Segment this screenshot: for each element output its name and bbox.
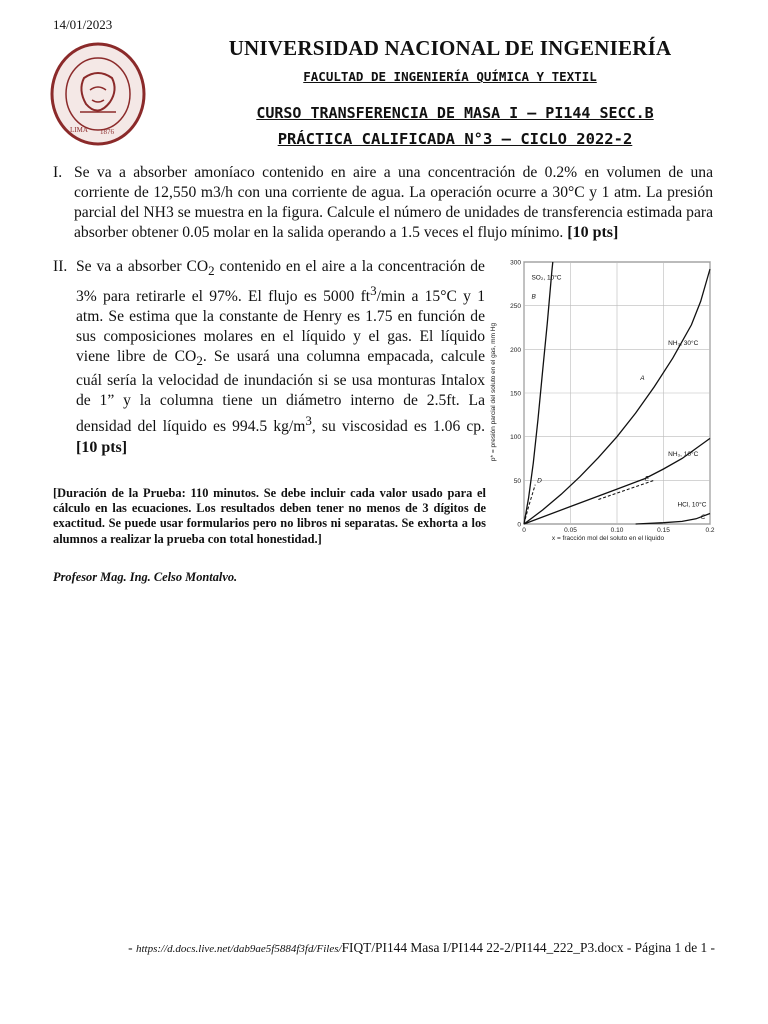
series-line <box>636 514 710 525</box>
question-2-text-a: Se va a absorber CO <box>76 258 209 275</box>
question-2-points: [10 pts] <box>76 438 128 456</box>
svg-text:1876: 1876 <box>100 128 114 136</box>
chart-xlabel: x = fracción mol del soluto en el líquido <box>551 535 665 542</box>
footer-prefix: - <box>128 940 136 955</box>
x-tick-label: 0 <box>522 527 526 534</box>
question-2-text-d: . Se usará una columna empacada, calcule cuál sería la velocidad de inundación si se usa monturas Intalox de 1” y la columna tiene un diámetro interno de 2.5ft. La densidad del líquido es 994.5 kg/m <box>76 348 485 436</box>
question-1 <box>53 163 713 243</box>
y-tick-label: 200 <box>510 346 521 354</box>
exam-instructions: [Duración de la Prueba: 110 minutos. Se debe incluir cada valor usado para el cálculo en las ecuaciones. Los resultados deben tener no menos de 3 dígitos de exactitud. Se puede usar formularios pero no libros ni separatas. Se exhorta a los alumnos a realizar la prueba con total honestidad.] <box>53 486 486 546</box>
series-letter-label: A <box>640 374 645 382</box>
footer <box>40 938 715 959</box>
chart-ylabel: p* = presión parcial del soluto en el gas, mm Hg <box>490 322 497 462</box>
footer-path: FIQT/PI144 Masa I/PI144 22-2/PI144_222_P3.docx - Página 1 de 1 - <box>341 940 715 955</box>
y-tick-label: 100 <box>510 434 521 442</box>
series-letter-label: E <box>644 475 650 483</box>
question-1-points: [10 pts] <box>567 224 619 241</box>
series-letter-label: C <box>700 513 706 521</box>
exam-title: PRÁCTICA CALIFICADA N°3 – CICLO 2022-2 <box>277 130 633 148</box>
series-name-label: NH₃, 30°C <box>668 339 699 347</box>
footer-url: https://d.docs.live.net/dab9ae5f5884f3fd/Files/ <box>135 943 342 955</box>
x-tick-label: 0.05 <box>564 527 577 534</box>
question-2-text-e: , su viscosidad es 1.06 cp. <box>311 418 485 436</box>
professor-name: Profesor Mag. Ing. Celso Montalvo. <box>53 570 238 584</box>
equilibrium-chart <box>486 252 718 550</box>
university-seal-logo <box>50 42 146 146</box>
svg-text:LIMA: LIMA <box>70 126 88 134</box>
question-2-sub-a: 2 <box>208 263 215 279</box>
question-1-number: I. <box>53 164 63 181</box>
question-2-sup-d: 3 <box>305 413 312 429</box>
y-tick-label: 50 <box>513 477 521 485</box>
series-name-label: SO₂, 10°C <box>531 274 562 282</box>
dashed-series-line <box>598 480 654 499</box>
date: 14/01/2023 <box>53 17 113 32</box>
series-letter-label: B <box>531 293 536 301</box>
university-title: UNIVERSIDAD NACIONAL DE INGENIERÍA <box>228 36 672 60</box>
y-tick-label: 300 <box>510 259 521 267</box>
chart-grid <box>524 262 710 524</box>
chart-ticks <box>510 260 715 535</box>
question-2-number: II. <box>53 258 68 275</box>
question-2 <box>53 257 485 458</box>
question-1-text: Se va a absorber amoníaco contenido en aire a una concentración de 0.2% en volumen de una corriente de 12,550 m3/h con una corriente de agua. La operación ocurre a 30°C y 1 atm. La presión parcial del NH3 se muestra en la figura. Calcule el número de unidades de transferencia estimada para absorber obtener 0.05 molar en la salida operando a 1.5 veces el flujo mínimo. <box>74 164 713 241</box>
course-title: CURSO TRANSFERENCIA DE MASA I – PI144 SECC.B <box>256 104 654 122</box>
question-2-sub-c: 2 <box>196 353 203 369</box>
series-name-label: NH₃, 10°C <box>668 450 699 458</box>
y-tick-label: 150 <box>510 390 521 398</box>
question-2-text-c: /min a 15°C y 1 atm. Se estima que la constante de Henry es 1.75 en función de sus composiciones molares en el líquido y el gas. El líquido viene libre de CO <box>76 288 485 366</box>
faculty-subtitle: FACULTAD DE INGENIERÍA QUÍMICA Y TEXTIL <box>303 69 597 84</box>
series-letter-label: D <box>537 477 542 485</box>
x-tick-label: 0.10 <box>610 527 624 534</box>
y-tick-label: 0 <box>517 521 521 529</box>
x-tick-label: 0.2 <box>705 527 715 534</box>
y-tick-label: 250 <box>510 303 521 311</box>
series-name-label: HCl, 10°C <box>677 501 707 509</box>
question-2-text-b: contenido en el aire a la concentración de 3% para retirarle el 97%. El flujo es 5000 ft <box>76 258 485 306</box>
x-tick-label: 0.15 <box>657 527 670 534</box>
question-2-sup-b: 3 <box>370 283 377 299</box>
